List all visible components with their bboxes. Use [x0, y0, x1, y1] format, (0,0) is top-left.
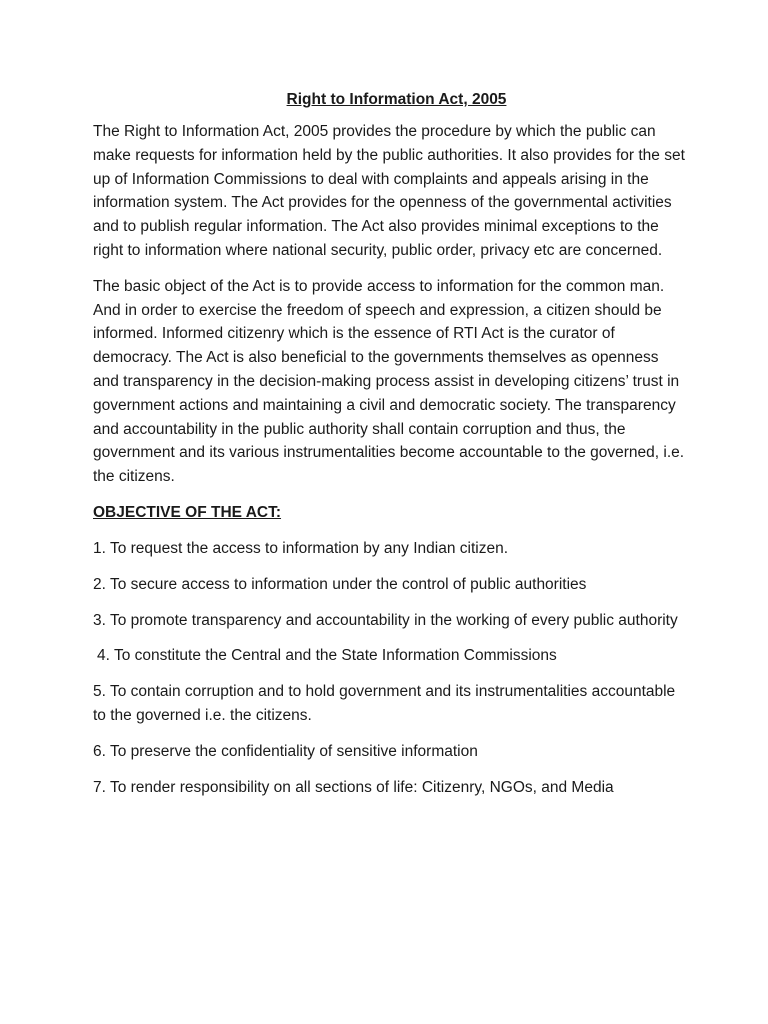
- objective-item: 4. To constitute the Central and the State Information Commissions: [97, 647, 557, 665]
- objective-item: 6. To preserve the confidentiality of sensitive information: [93, 742, 478, 760]
- objective-item: 1. To request the access to information by any Indian citizen.: [93, 539, 509, 557]
- objective-item: 5. To contain corruption and to hold government and its instrumentalities accountable to the governed i.e. the citizens.: [93, 683, 676, 724]
- intro-paragraph: The Right to Information Act, 2005 provides the procedure by which the public can make requests for information held by the public authorities. It also provides for the set up of Information Commissions to deal with complaints and appeals arising in the information system. The Act provides for the openness of the governmental activities and to publish regular information. The Act also provides minimal exceptions to the right to information where national security, public order, privacy etc are concerned.: [93, 123, 685, 259]
- document-title: Right to Information Act, 2005: [286, 91, 507, 108]
- objective-item: 3. To promote transparency and accountability in the working of every public authority: [93, 611, 678, 629]
- object-paragraph: The basic object of the Act is to provide access to information for the common man. And in order to exercise the freedom of speech and expression, a citizen should be informed. Informed citizenry which is the essence of RTI Act is the curator of democracy. The Act is also beneficial to the governments themselves as openness and transparency in the decision-making process assist in developing citizens’ trust in government actions and maintaining a civil and democratic society. The transparency and accountability in the public authority shall contain corruption and thus, the government and its various instrumentalities become accountable to the governed, i.e. the citizens.: [93, 277, 685, 486]
- objective-item: 7. To render responsibility on all sections of life: Citizenry, NGOs, and Media: [93, 778, 614, 796]
- objectives-heading: OBJECTIVE OF THE ACT:: [93, 503, 282, 521]
- objective-item: 2. To secure access to information under the control of public authorities: [93, 575, 587, 593]
